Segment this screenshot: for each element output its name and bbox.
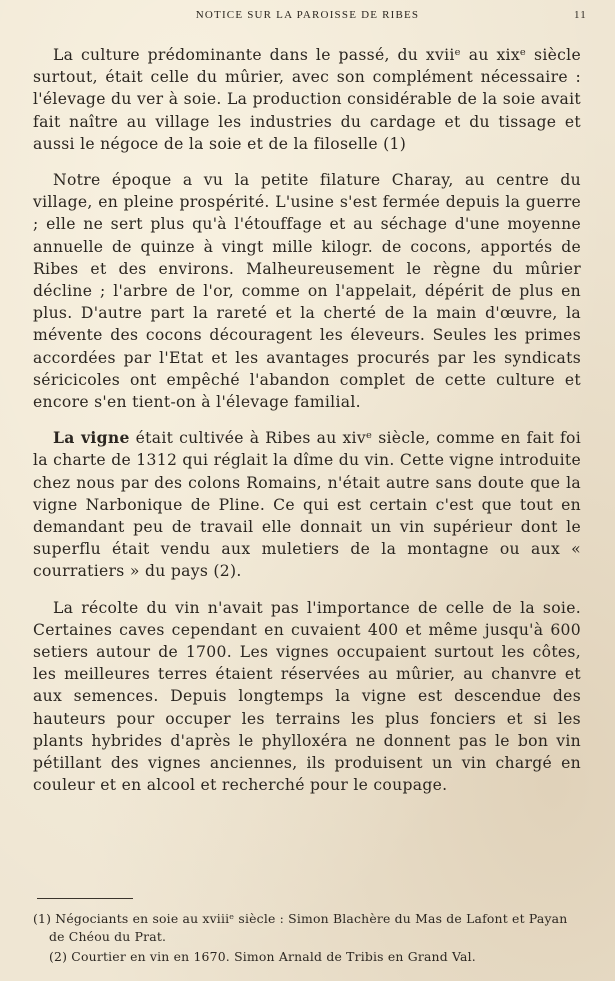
body-text (33, 44, 581, 811)
paragraph-text: La récolte du vin n'avait pas l'importance de celle de la soie. Certaines caves cependant en cuvaient 400 et même jusqu'à 600 setiers autour de 1700. Les vignes occupaient surtout les côtes, les meilleures terres étaient réservées au mûrier, au chanvre et aux semences. Depuis longtemps la vigne est descendue des hauteurs pour occuper les terrains les plus fonciers et si les plants hybrides d'après le phylloxéra ne donnent pas le bon vin pétillant des vignes anciennes, ils produisent un vin chargé en couleur et en alcool et recherché pour le coupage. (33, 598, 581, 795)
paragraph-silk-culture (33, 44, 581, 155)
footnote-number: (2) (49, 949, 68, 964)
footnote-number: (1) (33, 911, 52, 926)
paragraph-lead: La vigne (53, 428, 130, 448)
footnote-text: Courtier en vin en 1670. Simon Arnald de Tribis en Grand Val. (67, 949, 476, 964)
footnotes (33, 910, 585, 966)
footnote-divider (37, 898, 133, 899)
footnote-1 (33, 910, 585, 946)
paragraph-wine-harvest (33, 597, 581, 797)
paragraph-text: était cultivée à Ribes au xivᵉ siècle, comme en fait foi la charte de 1312 qui réglait la dîme du vin. Cette vigne introduite chez nous par des colons Romains, n'était autre sans doute que la vigne Narbonique de Pline. Ce qui est certain c'est que tout en demandant peu de travail elle donnait un vin supérieur dont le superflu était vendu aux muletiers de la montagne ou aux « courratiers » du pays (2). (33, 429, 582, 581)
paragraph-text: Notre époque a vu la petite filature Charay, au centre du village, en pleine prospérité. L'usine s'est fermée depuis la guerre ; elle ne sert plus qu'à l'étouffage et au séchage d'une moyenne annuelle de quinze à vingt mille kilogr. de cocons, apportés de Ribes et des environs. Malheureusement le règne du mûrier décline ; l'arbre de l'or, comme on l'appelait, dépérit de plus en plus. D'autre part la rareté et la cherté de la main d'œuvre, la mévente des cocons découragent les éleveurs. Seules les primes accordées par l'Etat et les avantages procurés par les syndicats séricicoles ont empêché l'abandon complet de cette culture et encore s'en tient-on à l'élevage familial. (33, 171, 581, 412)
running-head (0, 9, 615, 27)
paragraph-text: La culture prédominante dans le passé, du xviiᵉ au xixᵉ siècle surtout, était celle du mûrier, avec son complément nécessaire : l'élevage du ver à soie. La production considérable de la soie avait fait naître au village les industries du cardage et du tissage et aussi le négoce de la soie et de la filoselle (1) (33, 46, 581, 153)
footnote-text: Négociants en soie au xviiiᵉ siècle : Simon Blachère du Mas de Lafont et Payan de Chéou du Prat. (49, 911, 568, 944)
running-title: NOTICE SUR LA PAROISSE DE RIBES (195, 9, 420, 21)
page-number: 11 (574, 9, 587, 21)
footnote-2 (33, 948, 585, 966)
paragraph-silk-mill (33, 169, 581, 413)
paragraph-vine (33, 427, 581, 582)
